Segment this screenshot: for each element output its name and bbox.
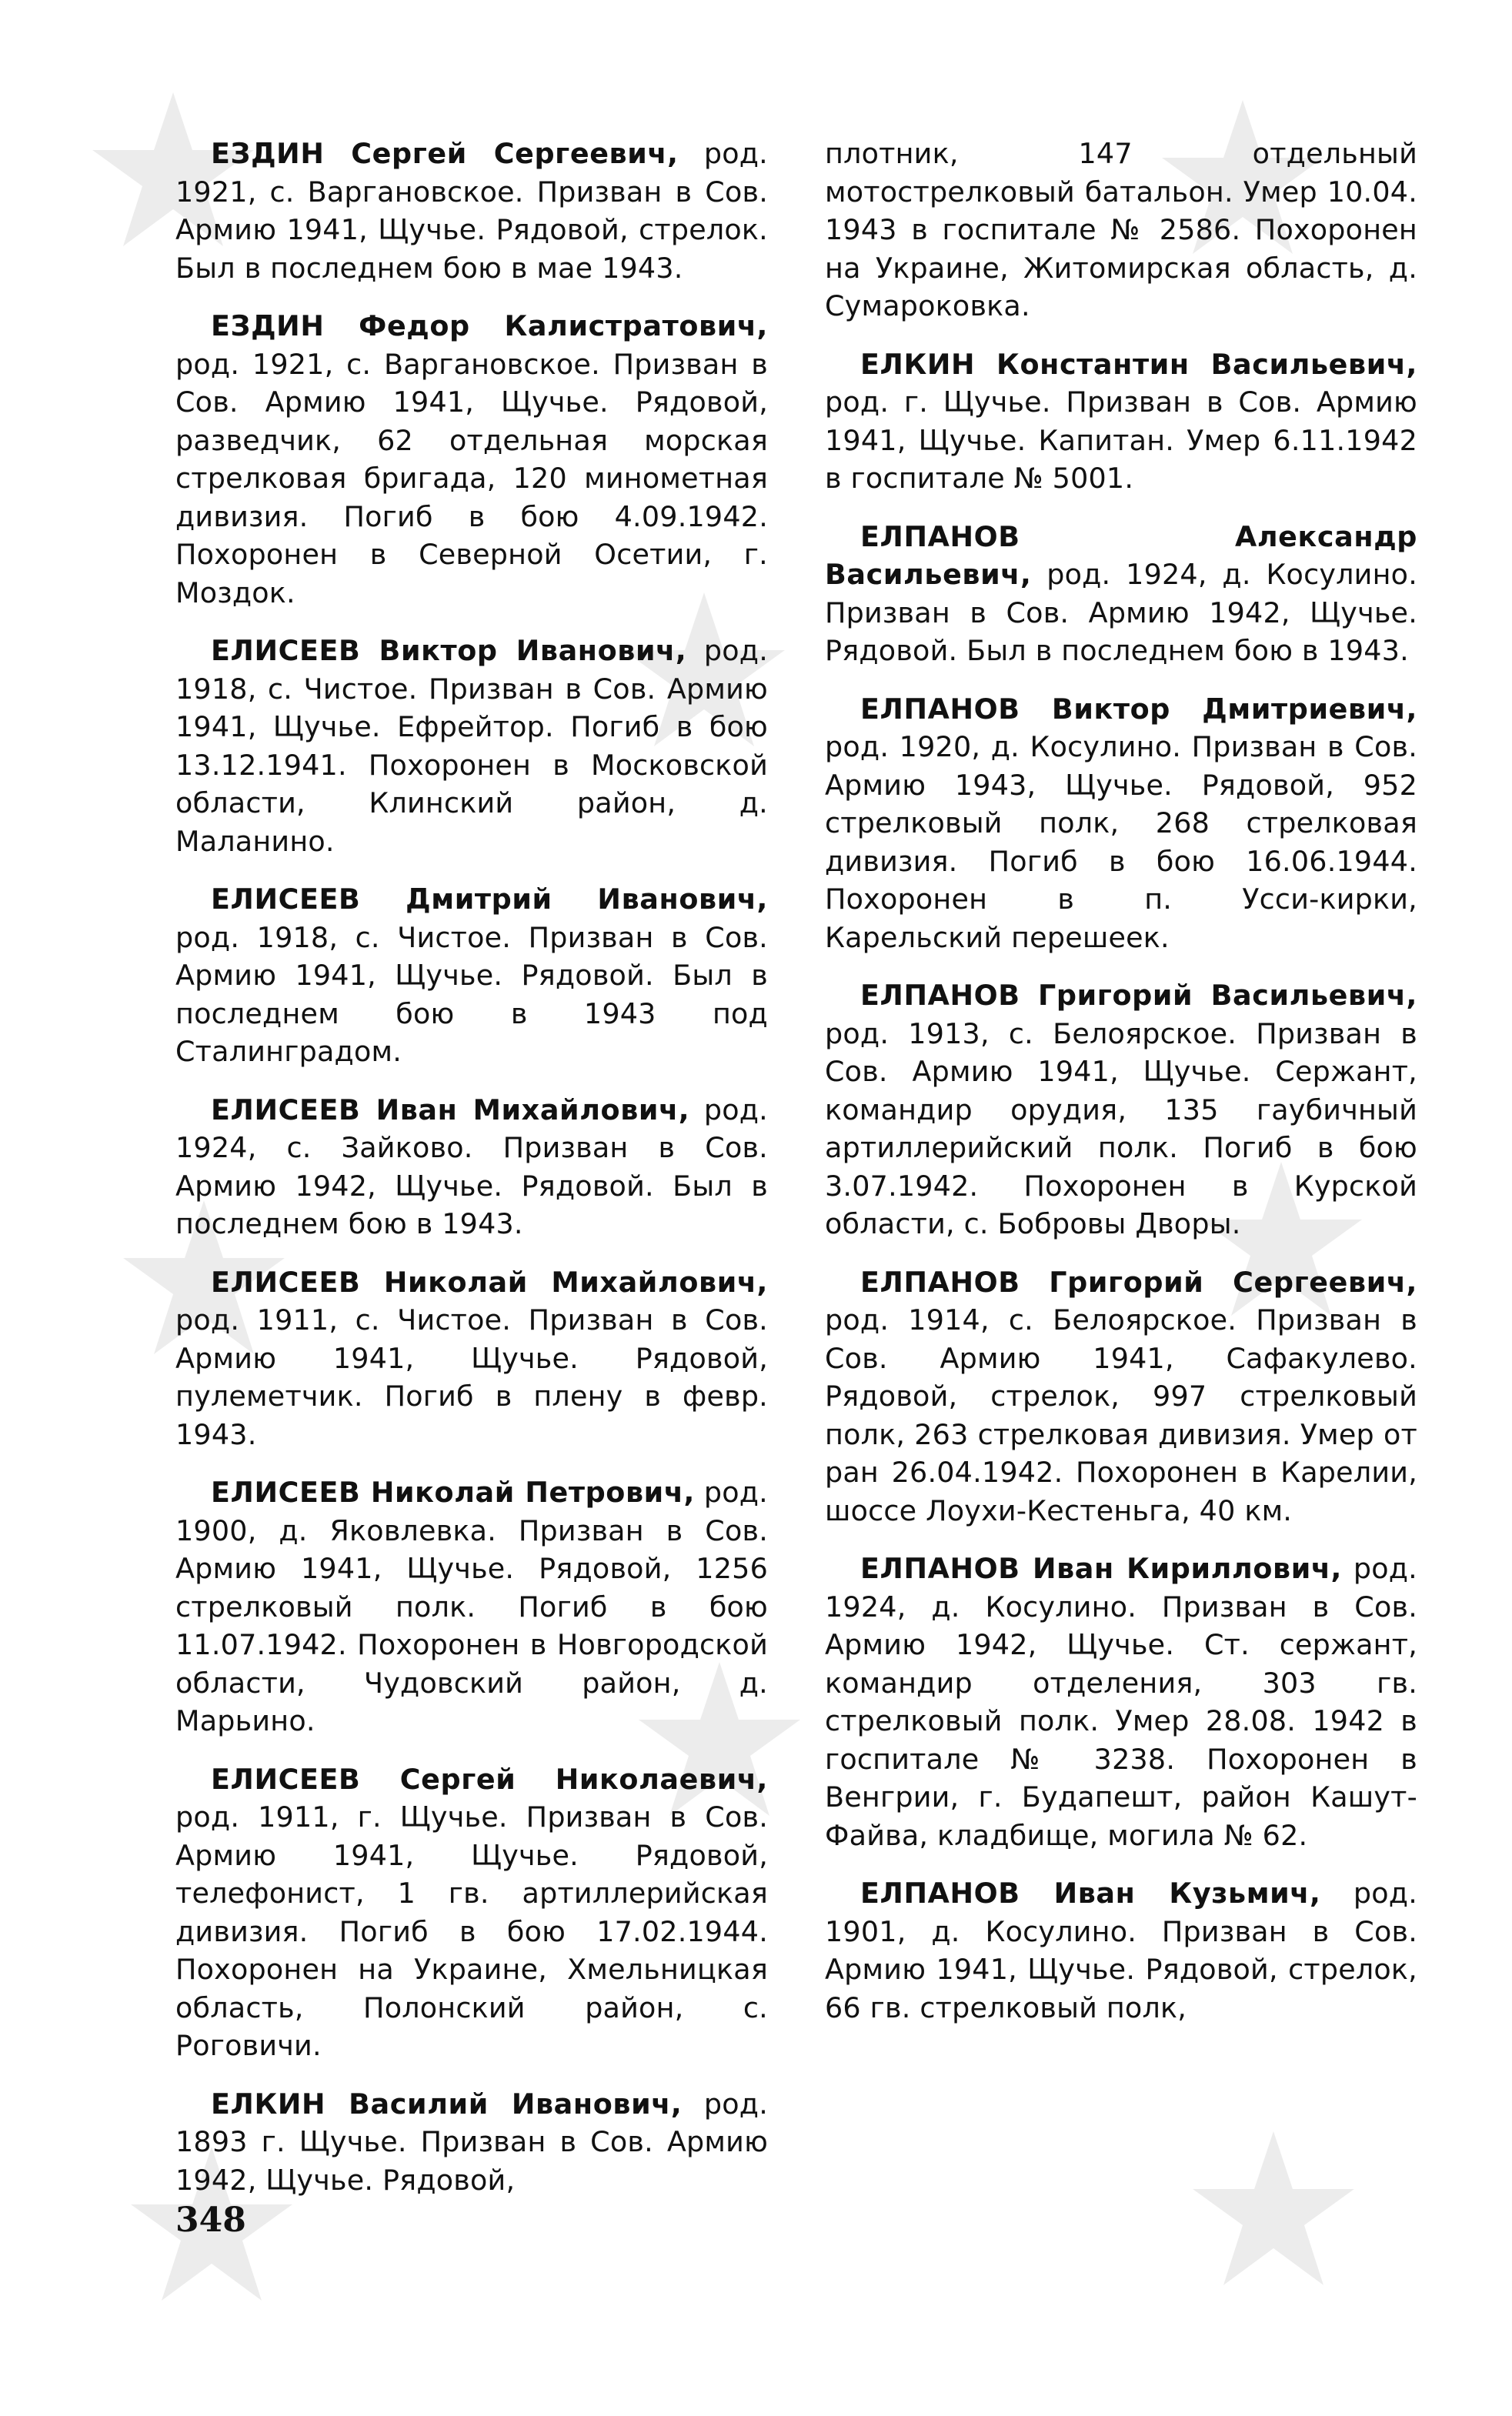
person-name: ЕЛПАНОВ Григорий Сергеевич, [860,1265,1417,1299]
entry-text: род. 1900, д. Яковлевка. Призван в Сов. Армию 1941, Щучье. Рядовой, 1256 стрелковый полк. Погиб в бою 11.07.1942. Похоронен в Новгородской области, Чудовский район, д. Марьино. [175,1476,768,1737]
biography-entry [825,1874,1417,2027]
entry-text: род. 1924, с. Зайково. Призван в Сов. Армию 1942, Щучье. Рядовой. Был в последнем бою в 1943. [175,1093,768,1240]
person-name: ЕЛКИН Василий Иванович, [211,2087,683,2121]
person-name: ЕЛПАНОВ Виктор Дмитриевич, [860,692,1417,726]
person-name: ЕЗДИН Федор Калистратович, [211,309,768,342]
person-name: ЕЛИСЕЕВ Сергей Николаевич, [211,1762,768,1796]
person-name: ЕЛИСЕЕВ Дмитрий Иванович, [211,883,768,916]
person-name: ЕЛПАНОВ Григорий Васильевич, [860,979,1417,1012]
biography-entry [175,632,768,860]
person-name: ЕЛИСЕЕВ Иван Михайлович, [211,1093,690,1126]
entry-text: род. 1913, с. Белоярское. Призван в Сов. Армию 1941, Щучье. Сержант, командир орудия, 135 гаубичный артиллерийский полк. Погиб в бою 3.07.1942. Похоронен в Курской области, с. Бобровы Дворы. [825,1016,1417,1240]
biography-entry [175,1473,768,1740]
entry-text: род. 1924, д. Косулино. Призван в Сов. Армию 1942, Щучье. Ст. сержант, командир отделения, 303 гв. стрелковый полк. Умер 28.08. 1942 в госпитале № 3238. Похоронен в Венгрии, г. Будапешт, район Кашут-Файва, кладбище, могила № 62. [825,1552,1417,1852]
biography-entry [825,345,1417,498]
star-icon [1185,2124,1362,2301]
biography-entry [175,307,768,612]
biography-entry [825,976,1417,1243]
left-column [175,135,768,2219]
person-name: ЕЛИСЕЕВ Виктор Иванович, [211,634,687,667]
biography-entry [175,135,768,287]
entry-text: род. 1914, с. Белоярское. Призван в Сов. Армию 1941, Сафакулево. Рядовой, стрелок, 997 стрелковый полк, 263 стрелковая дивизия. Умер от ран 26.04.1942. Похоронен в Карелии, шоссе Лоухи-Кестеньга, 40 км. [825,1303,1417,1527]
biography-entry [175,1263,768,1454]
entry-text: род. 1901, д. Косулино. Призван в Сов. Армию 1941, Щучье. Рядовой, стрелок, 66 гв. стрелковый полк, [825,1877,1417,2024]
person-name: ЕЛИСЕЕВ Николай Михайлович, [211,1265,768,1299]
entry-text: род. 1911, с. Чистое. Призван в Сов. Армию 1941, Щучье. Рядовой, пулеметчик. Погиб в плену в февр. 1943. [175,1303,768,1451]
biography-entry [825,1263,1417,1530]
page-number: 348 [175,2201,246,2240]
biography-entry [825,690,1417,957]
entry-text: род. 1893 г. Щучье. Призван в Сов. Армию 1942, Щучье. Рядовой, [175,2087,768,2197]
entry-text: род. 1911, г. Щучье. Призван в Сов. Армию 1941, Щучье. Рядовой, телефонист, 1 гв. артиллерийская дивизия. Погиб в бою 17.02.1944. Похоронен на Украине, Хмельницкая область, Полонский район, с. Роговичи. [175,1800,768,2062]
entry-text: род. 1921, с. Варгановское. Призван в Сов. Армию 1941, Щучье. Рядовой, стрелок. Был в последнем бою в мае 1943. [175,137,768,285]
entry-continuation: плотник, 147 отдельный мотострелковый батальон. Умер 10.04. 1943 в госпитале № 2586. Похоронен на Украине, Житомирская область, д. Сумароковка. [825,137,1417,322]
entry-text: род. 1920, д. Косулино. Призван в Сов. Армию 1943, Щучье. Рядовой, 952 стрелковый полк, 268 стрелковая дивизия. Погиб в бою 16.06.1944. Похоронен в п. Усси-кирки, Карельский перешеек. [825,730,1417,954]
person-name: ЕЛИСЕЕВ Николай Петрович, [211,1476,695,1509]
biography-entry [175,1760,768,2065]
biography-entry [825,1550,1417,1854]
entry-text: род. 1918, с. Чистое. Призван в Сов. Армию 1941, Щучье. Рядовой. Был в последнем бою в 1943 под Сталинградом. [175,920,768,1068]
person-name: ЕЛПАНОВ Иван Кузьмич, [860,1877,1321,1910]
person-name: ЕЗДИН Сергей Сергеевич, [211,137,679,170]
entry-text: род. 1918, с. Чистое. Призван в Сов. Армию 1941, Щучье. Ефрейтор. Погиб в бою 13.12.1941. Похоронен в Московской области, Клинский район, д. Маланино. [175,634,768,858]
entry-text: род. 1924, д. Косулино. Призван в Сов. Армию 1942, Щучье. Рядовой. Был в последнем бою в 1943. [825,558,1417,667]
biography-entry [825,518,1417,670]
entry-text: род. 1921, с. Варгановское. Призван в Сов. Армию 1941, Щучье. Рядовой, разведчик, 62 отдельная морская стрелковая бригада, 120 минометная дивизия. Погиб в бою 4.09.1942. Похоронен в Северной Осетии, г. Моздок. [175,347,768,609]
person-name: ЕЛПАНОВ Иван Кириллович, [860,1552,1343,1585]
watermark-stamp [1185,2124,1362,2301]
biography-entry [175,880,768,1071]
right-column [825,135,1417,2047]
biography-entry [175,1091,768,1243]
person-name: ЕЛПАНОВ Александр Васильевич, [825,519,1417,591]
biography-entry [175,2085,768,2200]
person-name: ЕЛКИН Константин Васильевич, [860,347,1417,381]
entry-text: род. г. Щучье. Призван в Сов. Армию 1941, Щучье. Капитан. Умер 6.11.1942 в госпитале № 5001. [825,385,1417,495]
